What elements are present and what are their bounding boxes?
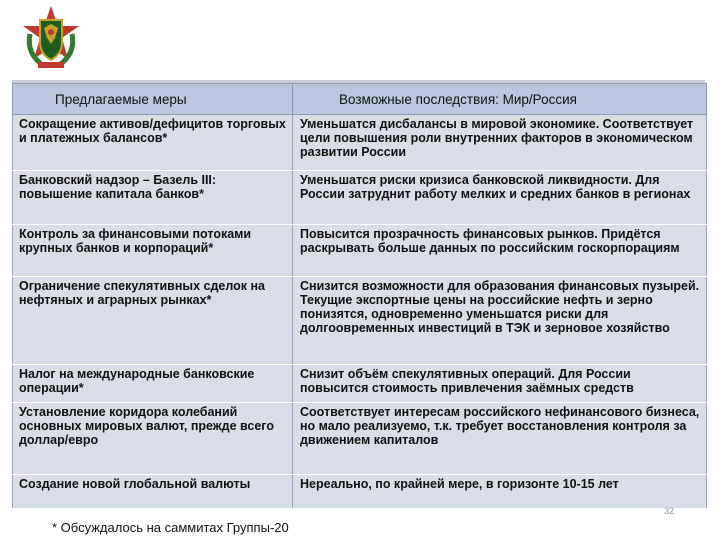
measure-cell: Налог на международные банковские операции* (13, 365, 293, 403)
table-row (13, 365, 707, 403)
measure-cell: Контроль за финансовыми потоками крупных банков и корпораций* (13, 225, 293, 277)
consequence-cell: Уменьшатся риски кризиса банковской ликвидности. Для России затруднит работу мелких и средних банков в регионах (293, 171, 707, 225)
column-header-consequences: Возможные последствия: Мир/Россия (293, 84, 707, 115)
measure-cell: Установление коридора колебаний основных мировых валют, прежде всего доллар/евро (13, 403, 293, 475)
table-row (13, 403, 707, 475)
table-row (13, 225, 707, 277)
table-row (13, 475, 707, 509)
page-number: 32 (664, 506, 675, 516)
measure-cell: Сокращение активов/дефицитов торговых и платежных балансов* (13, 115, 293, 171)
measure-cell: Ограничение спекулятивных сделок на нефтяных и аграрных рынках* (13, 277, 293, 365)
table-row (13, 171, 707, 225)
consequence-cell: Снизится возможности для образования финансовых пузырей. Текущие экспортные цены на российские нефть и зерно понизятся, одновременно уменьшатся риски для долгоовременных инвестиций в ТЭК и зерновое хозяйство (293, 277, 707, 365)
consequence-cell: Повысится прозрачность финансовых рынков. Придётся раскрывать больше данных по российским госкорпорациям (293, 225, 707, 277)
footnote: * Обсуждалось на саммитах Группы-20 (52, 520, 289, 535)
consequence-cell: Соответствует интересам российского нефинансового бизнеса, но мало реализуемо, т.к. требует восстановления контроля за движением капиталов (293, 403, 707, 475)
table-header-row (13, 84, 707, 115)
consequence-cell: Нереально, по крайней мере, в горизонте 10-15 лет (293, 475, 707, 509)
measure-cell: Банковский надзор – Базель III: повышение капитала банков* (13, 171, 293, 225)
table-row (13, 277, 707, 365)
consequence-cell: Снизит объём спекулятивных операций. Для России повысится стоимость привлечения заёмных средств (293, 365, 707, 403)
measure-cell: Создание новой глобальной валюты (13, 475, 293, 509)
table-row (13, 115, 707, 171)
measures-table (12, 83, 707, 509)
military-emblem-icon (20, 4, 82, 72)
column-header-measures: Предлагаемые меры (13, 84, 293, 115)
consequence-cell: Уменьшатся дисбалансы в мировой экономике. Соответствует цели повышения роли внутренних факторов в экономическом развитии России (293, 115, 707, 171)
